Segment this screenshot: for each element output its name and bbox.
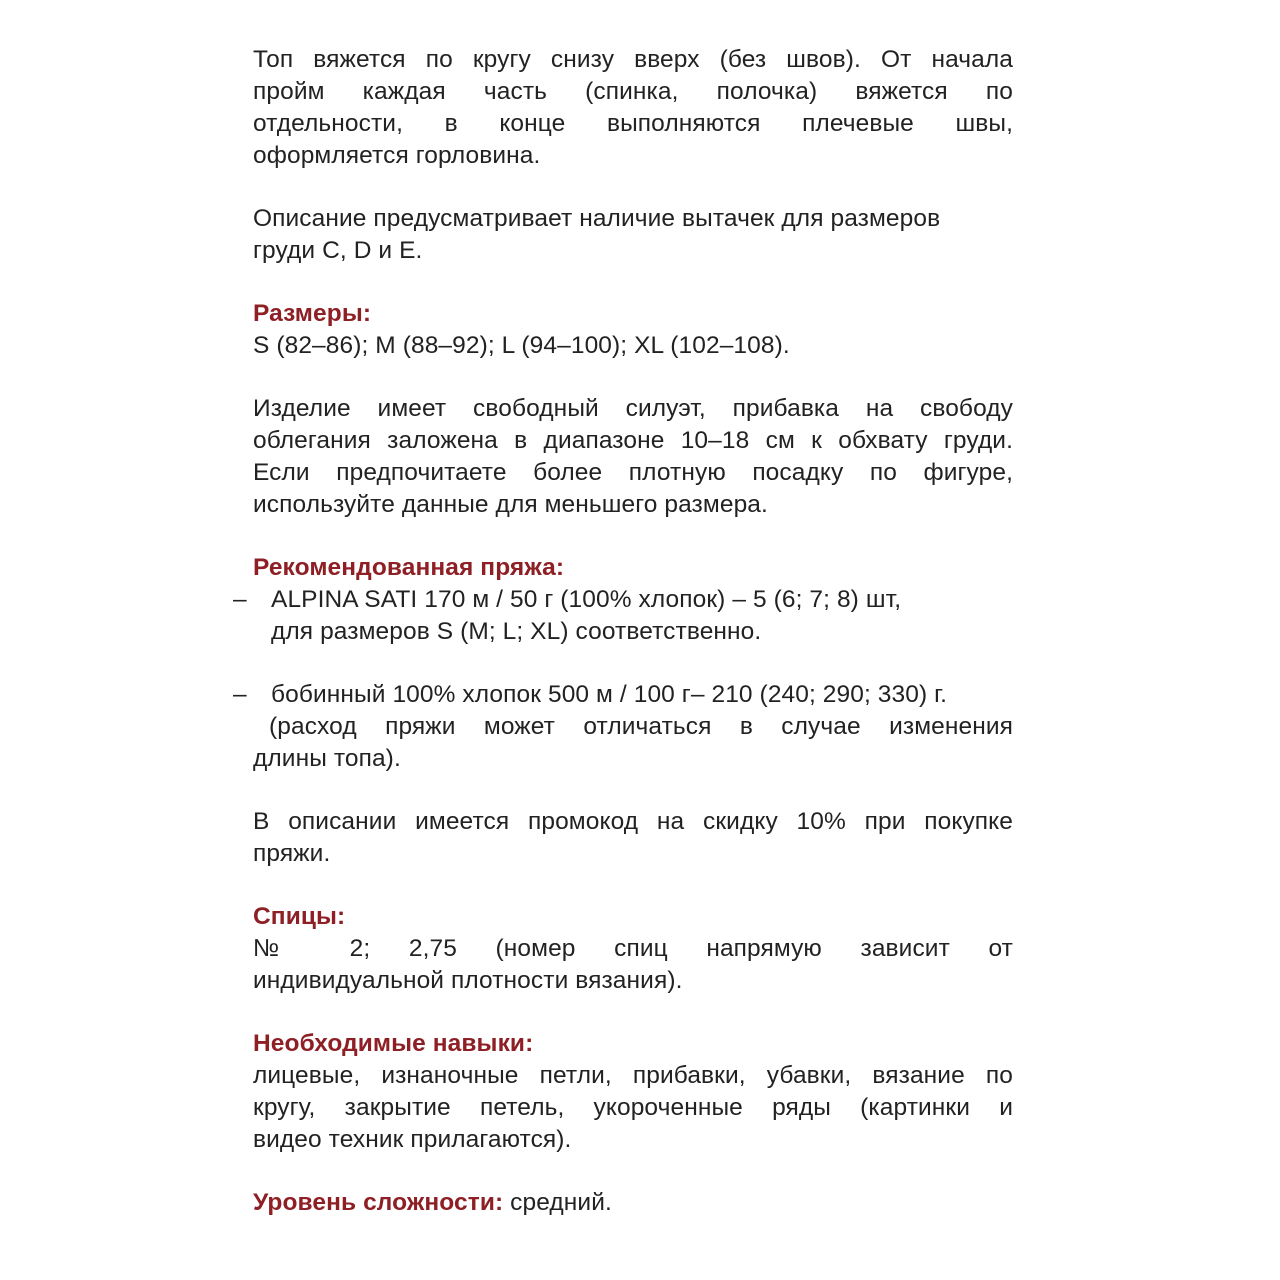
yarn-item-bobbin: [233, 679, 1013, 775]
promo-paragraph: [253, 806, 1013, 870]
needles-heading: Спицы:: [253, 903, 346, 930]
yarn-item-2-line-3: длины топа).: [253, 745, 401, 772]
fit-line-2: облегания заложена в диапазоне 10–18 см к обхвату груди.: [253, 427, 1013, 454]
skills-paragraph: [253, 1060, 1013, 1156]
darts-line-2: груди C, D и E.: [253, 237, 423, 264]
yarn-item-2-line-2: (расход пряжи может отличаться в случае изменения: [269, 713, 1013, 740]
sizes-text: [253, 330, 1013, 362]
darts-line-1: Описание предусматривает наличие вытачек для размеров: [253, 205, 941, 232]
intro-line-1: Топ вяжется по кругу снизу вверх (без швов). От начала: [253, 46, 1013, 73]
skills-line-2: кругу, закрытие петель, укороченные ряды (картинки и: [253, 1094, 1013, 1121]
intro-line-3: отдельности, в конце выполняются плечевые швы,: [253, 110, 1013, 137]
intro-paragraph: [253, 44, 1013, 172]
dash-marker: –: [233, 586, 247, 613]
intro-line-4: оформляется горловина.: [253, 142, 541, 169]
skills-line-1: лицевые, изнаночные петли, прибавки, убавки, вязание по: [253, 1062, 1013, 1089]
darts-paragraph: [253, 203, 1013, 267]
needles-line-1: № 2; 2,75 (номер спиц напрямую зависит от: [253, 935, 1013, 962]
skills-line-3: видео техник прилагаются).: [253, 1126, 572, 1153]
yarn-heading: Рекомендованная пряжа:: [253, 554, 565, 581]
yarn-item-alpina: [233, 584, 1013, 648]
fit-line-3: Если предпочитаете более плотную посадку по фигуре,: [253, 459, 1013, 486]
promo-line-1: В описании имеется промокод на скидку 10% при покупке: [253, 808, 1013, 835]
dash-marker: –: [233, 681, 247, 708]
level-value: средний.: [503, 1189, 612, 1216]
needles-paragraph: [253, 933, 1013, 997]
fit-paragraph: [253, 393, 1013, 521]
fit-line-1: Изделие имеет свободный силуэт, прибавка на свободу: [253, 395, 1013, 422]
level-heading: Уровень сложности:: [253, 1189, 504, 1216]
level-line: [253, 1187, 1013, 1219]
promo-line-2: пряжи.: [253, 840, 331, 867]
fit-line-4: используйте данные для меньшего размера.: [253, 491, 768, 518]
yarn-item-1-line-1: ALPINA SATI 170 м / 50 г (100% хлопок) – 5 (6; 7; 8) шт,: [271, 586, 902, 613]
yarn-item-1-line-2: для размеров S (M; L; XL) соответственно.: [271, 618, 762, 645]
document-content: [233, 44, 1013, 1219]
needles-line-2: индивидуальной плотности вязания).: [253, 967, 683, 994]
sizes-heading: Размеры:: [253, 300, 372, 327]
sizes-values: S (82–86); M (88–92); L (94–100); XL (102–108).: [253, 332, 790, 359]
yarn-item-2-line-1: бобинный 100% хлопок 500 м / 100 г– 210 (240; 290; 330) г.: [271, 681, 948, 708]
intro-line-2: пройм каждая часть (спинка, полочка) вяжется по: [253, 78, 1013, 105]
skills-heading: Необходимые навыки:: [253, 1030, 534, 1057]
